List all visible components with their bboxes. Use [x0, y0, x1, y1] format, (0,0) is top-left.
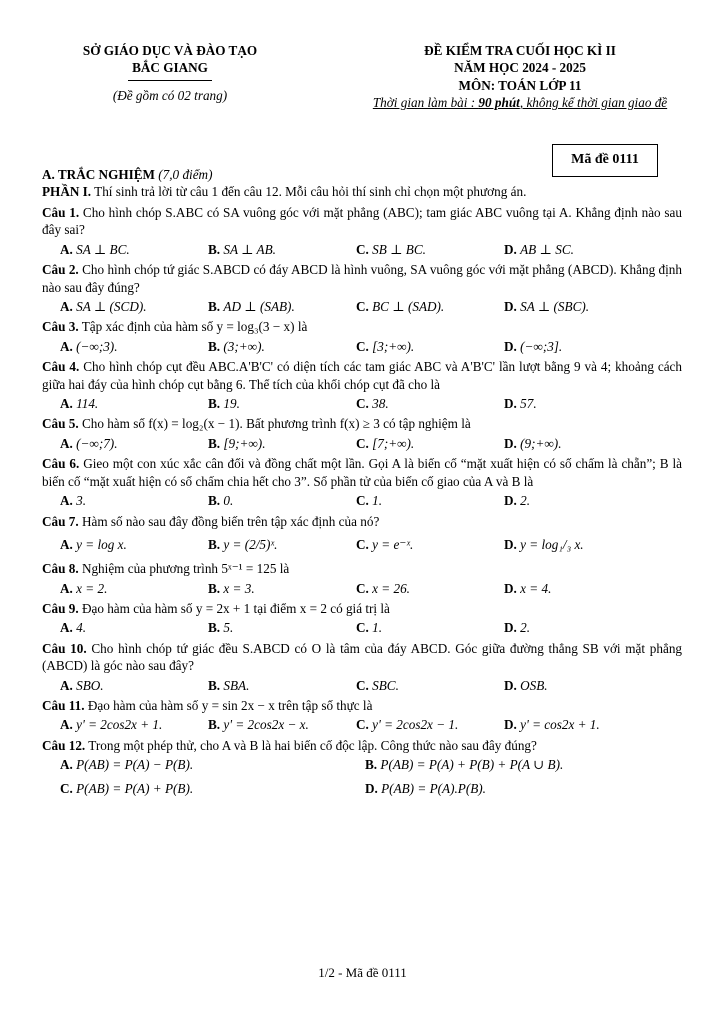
- option-label: C.: [356, 620, 369, 636]
- question-text: Trong một phép thử, cho A và B là hai biến cố độc lập. Công thức nào sau đây đúng?: [88, 737, 537, 753]
- answer-option[interactable]: [60, 716, 208, 733]
- option-text: (−∞;3).: [76, 338, 118, 354]
- option-text: BC ⊥ (SAD).: [372, 298, 445, 314]
- answer-option[interactable]: [208, 338, 356, 355]
- question: [42, 513, 682, 530]
- option-text: [7;+∞).: [372, 435, 415, 451]
- answer-option[interactable]: [356, 716, 504, 733]
- answer-option[interactable]: [504, 716, 652, 733]
- answer-option[interactable]: [60, 338, 208, 355]
- option-text: OSB.: [520, 677, 548, 693]
- option-label: A.: [60, 493, 73, 509]
- option-label: C.: [356, 537, 369, 553]
- option-text: 38.: [372, 396, 389, 412]
- option-text: AB ⊥ SC.: [520, 241, 574, 257]
- option-label: D.: [504, 435, 517, 451]
- option-text: SA ⊥ (SBC).: [520, 298, 590, 314]
- option-label: C.: [356, 338, 369, 354]
- option-label: B.: [208, 717, 221, 733]
- answer-option[interactable]: [504, 338, 652, 355]
- answer-options: [42, 580, 682, 597]
- question-number: Câu 3.: [42, 319, 79, 335]
- option-text: AD ⊥ (SAB).: [223, 298, 295, 314]
- answer-options: [42, 756, 682, 797]
- option-label: D.: [504, 717, 517, 733]
- answer-option[interactable]: [60, 241, 208, 258]
- option-label: A.: [60, 338, 73, 354]
- answer-option[interactable]: [356, 532, 504, 557]
- question: [42, 318, 682, 335]
- question-text: Đạo hàm của hàm số y = 2x + 1 tại điểm x = 2 có giá trị là: [81, 600, 390, 616]
- answer-options: [42, 532, 682, 557]
- option-text: x = 2.: [76, 580, 108, 596]
- option-text: (−∞;7).: [76, 435, 118, 451]
- option-text: P(AB) = P(A) + P(B) + P(A ∪ B).: [380, 757, 564, 773]
- option-text: y' = 2cos2x − 1.: [372, 717, 459, 733]
- question: [42, 560, 682, 577]
- answer-option[interactable]: [356, 338, 504, 355]
- option-label: C.: [356, 493, 369, 509]
- option-label: B.: [208, 493, 221, 509]
- answer-option[interactable]: [356, 395, 504, 412]
- question-text: Cho hàm số f(x) = log₂(x − 1). Bất phương trình f(x) ≥ 3 có tập nghiệm là: [81, 416, 471, 432]
- answer-option[interactable]: [356, 619, 504, 636]
- question: [42, 358, 682, 393]
- question-text: Gieo một con xúc xắc cân đối và đồng chất một lần. Gọi A là biến cố “mặt xuất hiện có số chấm là chẵn”; B là biến cố “mặt xuất hiện có số chấm chia hết cho 3”. Số phần tử của biến cố giao của A và B là: [42, 456, 683, 489]
- question-number: Câu 7.: [42, 513, 79, 529]
- option-label: D.: [504, 677, 517, 693]
- answer-option[interactable]: [208, 677, 356, 694]
- option-label: B.: [208, 435, 221, 451]
- answer-option[interactable]: [208, 435, 356, 452]
- option-label: D.: [504, 298, 517, 314]
- answer-option[interactable]: [504, 241, 652, 258]
- option-label: D.: [504, 620, 517, 636]
- option-label: D.: [504, 537, 517, 553]
- option-text: 19.: [223, 396, 240, 412]
- answer-option[interactable]: [356, 298, 504, 315]
- question: [42, 455, 682, 490]
- option-label: B.: [208, 396, 221, 412]
- answer-option[interactable]: [60, 677, 208, 694]
- option-text: x = 26.: [372, 580, 410, 596]
- question-number: Câu 1.: [42, 204, 80, 220]
- answer-option[interactable]: [60, 492, 208, 509]
- answer-option[interactable]: [60, 435, 208, 452]
- option-text: 2.: [520, 493, 531, 509]
- option-text: [9;+∞).: [223, 435, 266, 451]
- question-text: Tập xác định của hàm số y = log₃(3 − x) là: [81, 319, 308, 335]
- option-label: C.: [356, 677, 369, 693]
- option-text: P(AB) = P(A) − P(B).: [76, 757, 194, 773]
- option-label: A.: [60, 757, 73, 773]
- question: [42, 697, 682, 714]
- option-label: B.: [208, 620, 221, 636]
- time-note: Thời gian làm bài : 90 phút, không kể thời gian giao đề: [372, 95, 668, 111]
- option-text: x = 4.: [520, 580, 552, 596]
- question: [42, 600, 682, 617]
- option-text: P(AB) = P(A).P(B).: [381, 780, 486, 796]
- option-text: (3;+∞).: [223, 338, 265, 354]
- option-text: SA ⊥ (SCD).: [76, 298, 147, 314]
- answer-option[interactable]: [60, 780, 365, 797]
- option-text: y' = 2cos2x + 1.: [76, 717, 163, 733]
- option-label: A.: [60, 717, 73, 733]
- answer-option[interactable]: [356, 241, 504, 258]
- option-text: 1.: [372, 620, 383, 636]
- option-label: C.: [60, 780, 73, 796]
- option-label: B.: [208, 298, 221, 314]
- header-left: [40, 42, 300, 104]
- option-label: C.: [356, 298, 369, 314]
- answer-option[interactable]: [208, 492, 356, 509]
- answer-option[interactable]: [504, 395, 652, 412]
- option-text: P(AB) = P(A) + P(B).: [76, 780, 194, 796]
- school-year: NĂM HỌC 2024 - 2025: [454, 60, 586, 76]
- option-label: D.: [365, 780, 378, 796]
- option-label: B.: [208, 241, 221, 257]
- option-text: (−∞;3].: [520, 338, 563, 354]
- answer-options: [42, 241, 682, 258]
- answer-options: [42, 435, 682, 452]
- option-label: D.: [504, 580, 517, 596]
- answer-option[interactable]: [60, 580, 208, 597]
- answer-option[interactable]: [208, 580, 356, 597]
- answer-options: [42, 619, 682, 636]
- answer-option[interactable]: [208, 395, 356, 412]
- question-text: Cho hình chóp S.ABC có SA vuông góc với mặt phẳng (ABC); tam giác ABC vuông tại A. Khẳng định nào sau đây sai?: [42, 204, 682, 238]
- exam-title: ĐỀ KIỂM TRA CUỐI HỌC KÌ II: [424, 43, 616, 58]
- question-text: Cho hình chóp cụt đều ABC.A'B'C' có diện tích các tam giác ABC và A'B'C' lần lượt bằng 9 và 4; khoảng cách giữa hai đáy của hình chóp cụt bằng 6. Thể tích của khối chóp cụt đã cho là: [42, 359, 683, 392]
- option-label: B.: [208, 580, 221, 596]
- option-text: SBC.: [372, 677, 399, 693]
- answer-option[interactable]: [356, 580, 504, 597]
- question: [42, 640, 682, 675]
- answer-options: [42, 492, 682, 509]
- option-label: B.: [208, 537, 221, 553]
- answer-option[interactable]: [208, 532, 356, 557]
- question-text: Đạo hàm của hàm số y = sin 2x − x trên tập số thực là: [87, 698, 373, 714]
- answer-options: [42, 338, 682, 355]
- answer-option[interactable]: [365, 780, 665, 797]
- question-number: Câu 4.: [42, 359, 80, 375]
- option-label: A.: [60, 537, 73, 553]
- exam-content: [42, 166, 682, 797]
- option-label: C.: [356, 396, 369, 412]
- part1-instructions: PHẦN I. Thí sinh trả lời từ câu 1 đến câu 12. Mỗi câu hỏi thí sinh chỉ chọn một phương án.: [42, 184, 527, 200]
- option-label: C.: [356, 241, 369, 257]
- option-text: SA ⊥ BC.: [76, 241, 130, 257]
- option-text: SBA.: [223, 677, 250, 693]
- option-label: A.: [60, 241, 73, 257]
- option-label: C.: [356, 717, 369, 733]
- answer-option[interactable]: [504, 619, 652, 636]
- answer-option[interactable]: [504, 435, 652, 452]
- exam-code: Mã đề 0111: [552, 144, 658, 177]
- answer-option[interactable]: [208, 716, 356, 733]
- department-name: SỞ GIÁO DỤC VÀ ĐÀO TẠO: [82, 43, 258, 58]
- answer-option[interactable]: [504, 492, 652, 509]
- option-text: y' = cos2x + 1.: [520, 717, 600, 733]
- answer-options: [42, 395, 682, 412]
- question: [42, 261, 682, 296]
- question-number: Câu 10.: [42, 640, 87, 656]
- option-text: 114.: [76, 396, 99, 412]
- option-label: A.: [60, 435, 73, 451]
- section-a-title: A. TRẮC NGHIỆM (7,0 điểm): [42, 167, 213, 182]
- answer-option[interactable]: [60, 532, 208, 557]
- option-text: SA ⊥ AB.: [223, 241, 276, 257]
- question-number: Câu 12.: [42, 737, 86, 753]
- answer-option[interactable]: [208, 298, 356, 315]
- option-label: A.: [60, 677, 73, 693]
- answer-option[interactable]: [504, 532, 652, 557]
- question: [42, 415, 682, 432]
- option-text: SB ⊥ BC.: [372, 241, 426, 257]
- question-text: Cho hình chóp tứ giác S.ABCD có đáy ABCD là hình vuông, SA vuông góc với mặt phẳng (ABCD). Khẳng định nào sau đây đúng?: [42, 262, 682, 295]
- option-label: A.: [60, 298, 73, 314]
- answer-options: [42, 298, 682, 315]
- answer-option[interactable]: [60, 756, 365, 773]
- option-label: D.: [504, 241, 517, 257]
- answer-option[interactable]: [60, 395, 208, 412]
- answer-option[interactable]: [365, 756, 665, 773]
- subject: MÔN: TOÁN LỚP 11: [458, 77, 582, 93]
- option-text: y = log₁/₃ x.: [520, 537, 584, 553]
- option-label: A.: [60, 620, 73, 636]
- question-text: Hàm số nào sau đây đồng biến trên tập xác định của nó?: [81, 513, 380, 529]
- option-text: y = e⁻ˣ.: [372, 537, 414, 553]
- option-text: 5.: [223, 620, 234, 636]
- question-number: Câu 9.: [42, 600, 79, 616]
- option-label: D.: [504, 338, 517, 354]
- answer-option[interactable]: [356, 677, 504, 694]
- answer-options: [42, 677, 682, 694]
- option-text: [3;+∞).: [372, 338, 415, 354]
- option-label: B.: [365, 757, 378, 773]
- answer-option[interactable]: [504, 580, 652, 597]
- question-number: Câu 2.: [42, 262, 79, 278]
- page-footer: 1/2 - Mã đề 0111: [318, 965, 407, 980]
- option-label: C.: [356, 435, 369, 451]
- answer-option[interactable]: [356, 492, 504, 509]
- question-number: Câu 8.: [42, 561, 79, 577]
- option-text: x = 3.: [223, 580, 255, 596]
- option-text: SBO.: [76, 677, 104, 693]
- option-label: D.: [504, 493, 517, 509]
- pages-note: (Đề gồm có 02 trang): [112, 87, 228, 103]
- option-label: B.: [208, 338, 221, 354]
- question-text: Cho hình chóp tứ giác đều S.ABCD có O là tâm của đáy ABCD. Góc giữa đường thẳng SB với mặt phẳng (ABCD) là góc nào sau đây?: [42, 640, 683, 674]
- option-label: B.: [208, 677, 221, 693]
- question: [42, 204, 682, 239]
- option-text: 57.: [520, 396, 537, 412]
- question-list: [42, 204, 682, 797]
- answer-option[interactable]: [356, 435, 504, 452]
- question-number: Câu 6.: [42, 456, 80, 472]
- option-text: (9;+∞).: [520, 435, 562, 451]
- answer-option[interactable]: [60, 298, 208, 315]
- option-label: A.: [60, 396, 73, 412]
- answer-option[interactable]: [208, 241, 356, 258]
- answer-option[interactable]: [208, 619, 356, 636]
- option-text: 2.: [520, 620, 531, 636]
- question-number: Câu 11.: [42, 698, 85, 714]
- question-text: Nghiệm của phương trình 5ˣ⁻¹ = 125 là: [81, 561, 290, 577]
- header-right: [340, 42, 700, 112]
- option-text: y' = 2cos2x − x.: [223, 717, 309, 733]
- option-label: D.: [504, 396, 517, 412]
- option-text: 4.: [76, 620, 87, 636]
- option-label: C.: [356, 580, 369, 596]
- option-text: 0.: [223, 493, 234, 509]
- province-name: BẮC GIANG: [132, 60, 208, 76]
- option-text: 3.: [76, 493, 87, 509]
- question: [42, 737, 682, 754]
- option-text: y = log x.: [76, 537, 127, 553]
- divider: [128, 80, 212, 81]
- option-text: 1.: [372, 493, 383, 509]
- question-number: Câu 5.: [42, 416, 79, 432]
- answer-option[interactable]: [60, 619, 208, 636]
- answer-options: [42, 716, 682, 733]
- option-label: A.: [60, 580, 73, 596]
- answer-option[interactable]: [504, 677, 652, 694]
- option-text: y = (2/5)ˣ.: [223, 537, 278, 553]
- answer-option[interactable]: [504, 298, 652, 315]
